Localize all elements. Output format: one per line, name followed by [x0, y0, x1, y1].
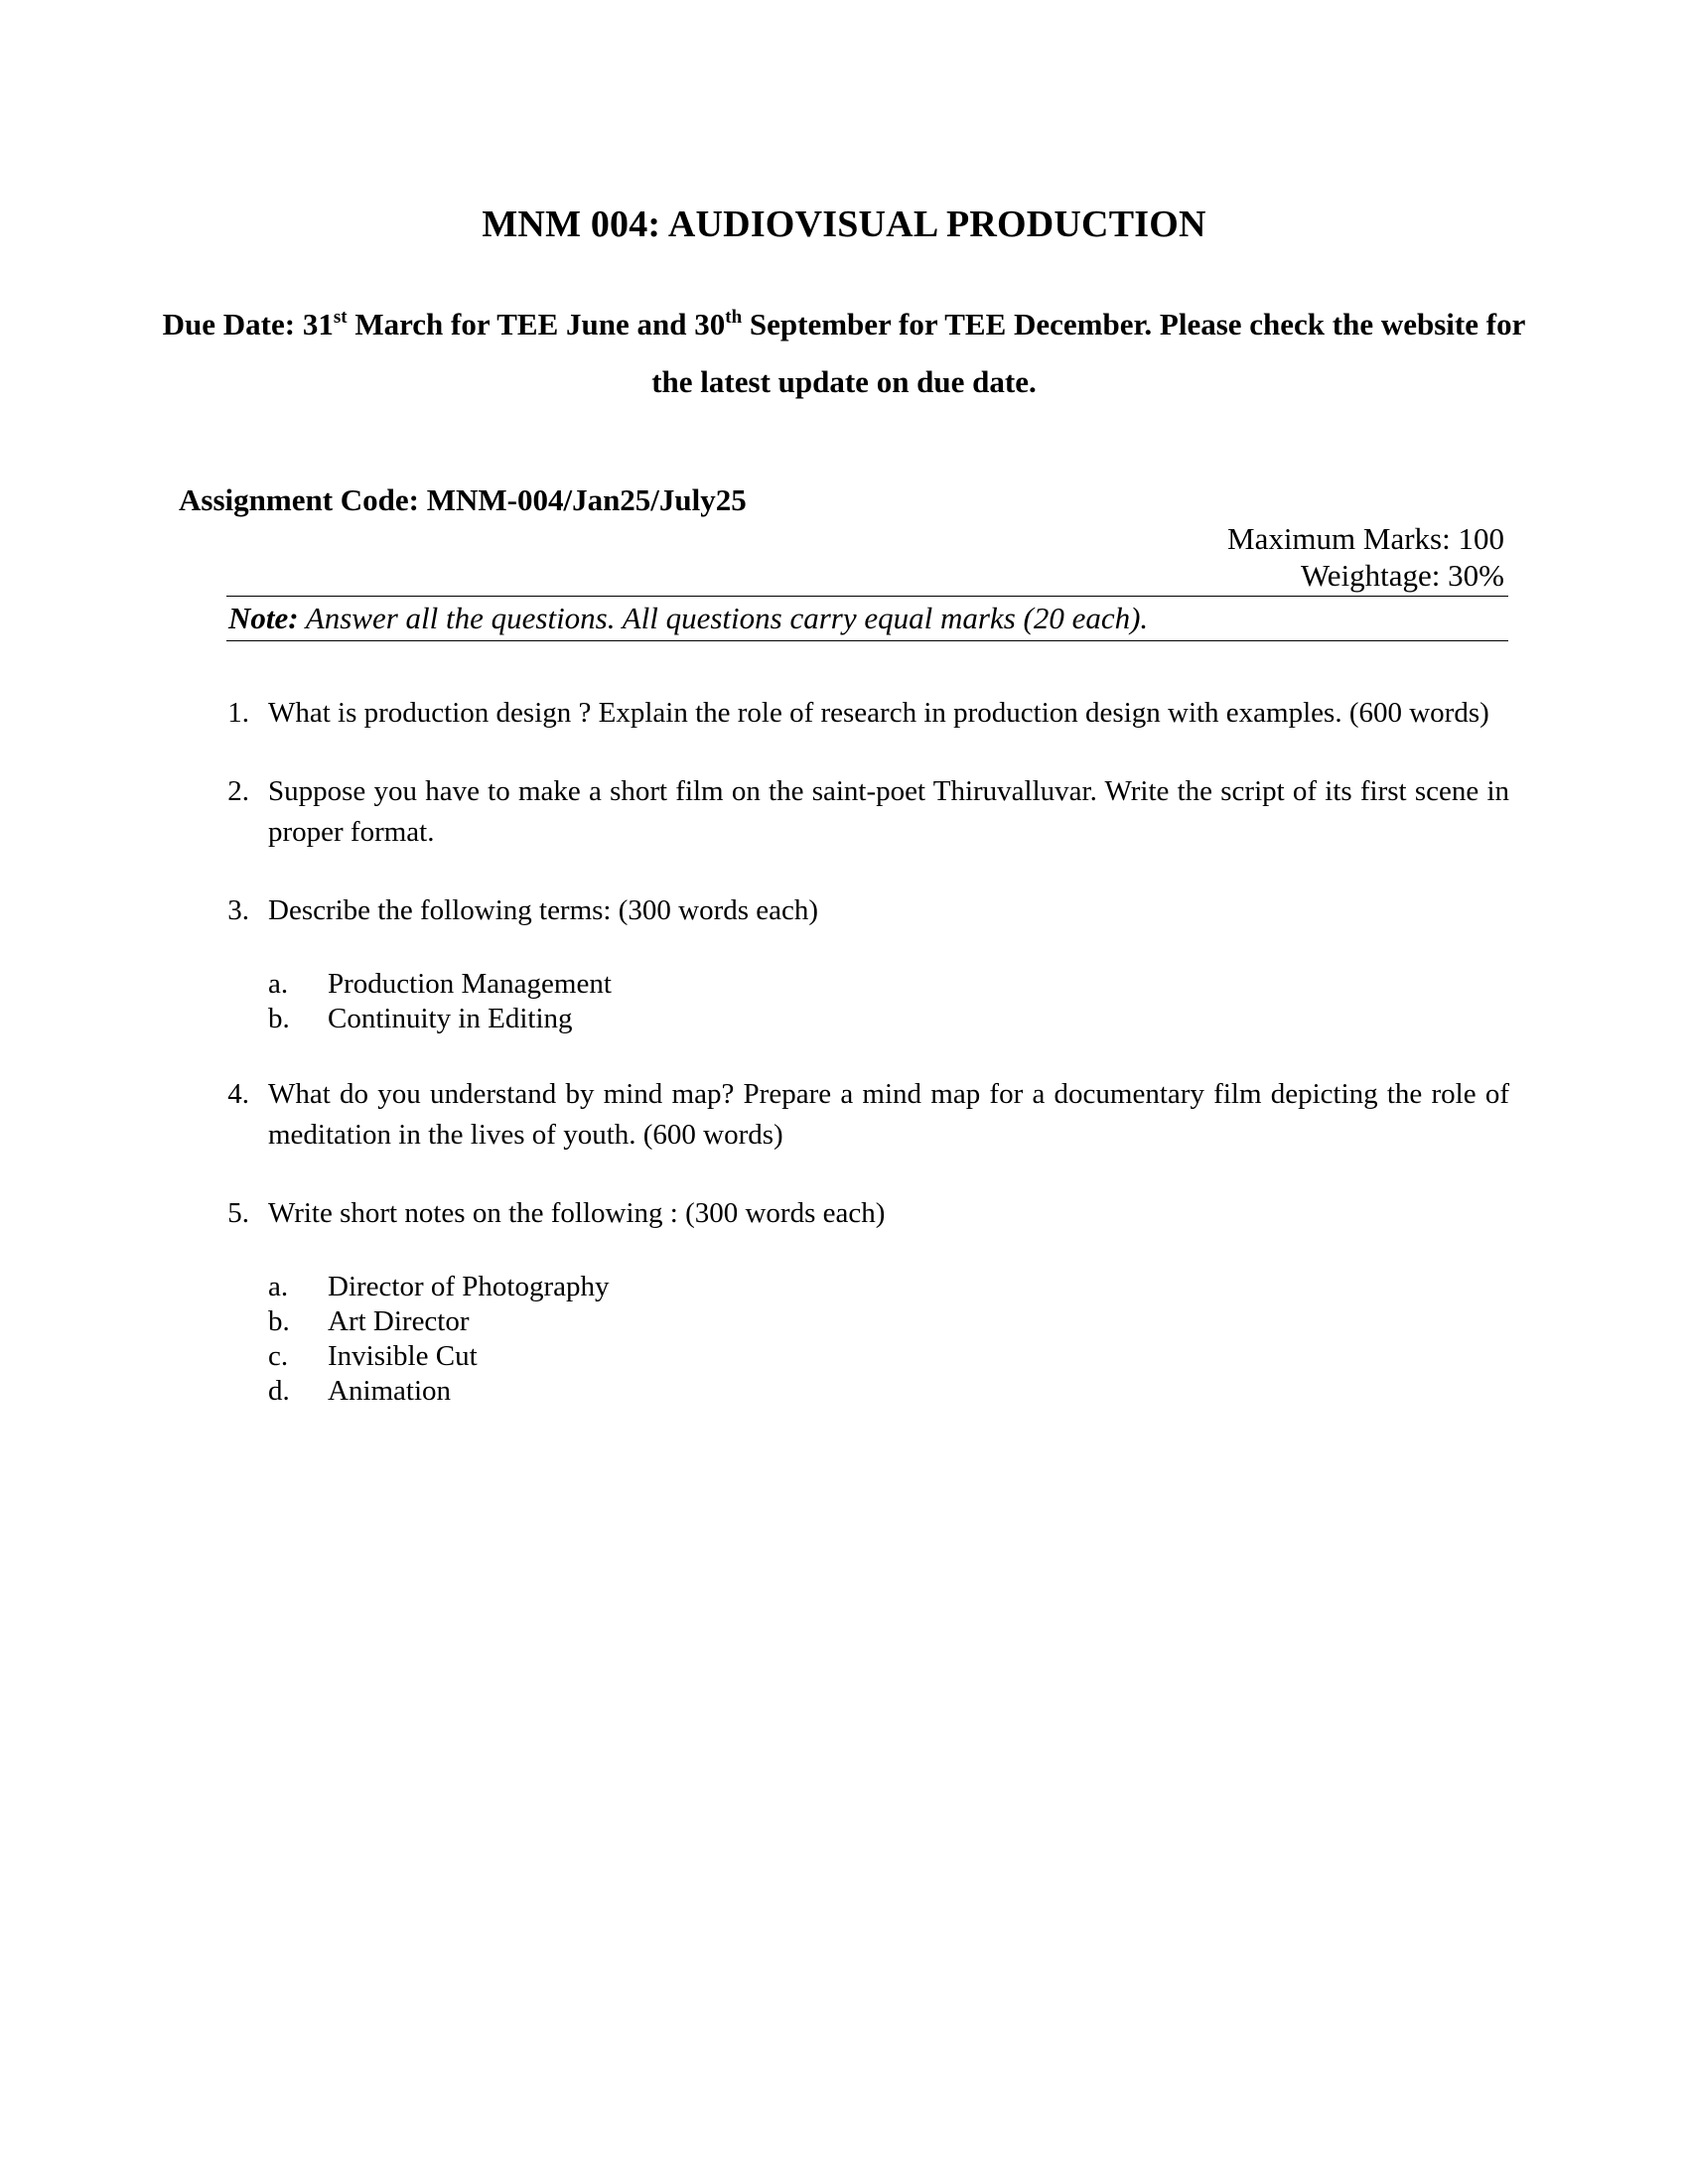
due-date-sup-th: th: [725, 307, 743, 328]
item-letter: a.: [268, 968, 289, 1000]
assignment-code: Assignment Code: MNM-004/Jan25/July25: [179, 482, 747, 517]
question-2: [199, 771, 1509, 853]
document-title: MNM 004: AUDIOVISUAL PRODUCTION: [482, 204, 1206, 245]
question-number: 3.: [227, 894, 249, 926]
question-text: Describe the following terms: (300 words each): [268, 894, 819, 926]
question-number: 5.: [227, 1197, 249, 1229]
question-5: [199, 1193, 1509, 1409]
weightage: Weightage: 30%: [1301, 558, 1504, 593]
question-4: [199, 1074, 1509, 1156]
item-text: Production Management: [328, 968, 612, 1000]
list-item: [268, 1270, 1509, 1304]
item-letter: b.: [268, 1003, 290, 1034]
item-letter: b.: [268, 1305, 290, 1337]
item-text: Invisible Cut: [328, 1340, 478, 1372]
question-text: Suppose you have to make a short film on the saint-poet Thiruvalluvar. Write the script of its first scene in proper format.: [268, 775, 1509, 848]
due-date-notice: [159, 296, 1529, 411]
note-box: [226, 596, 1508, 641]
list-item: [268, 1002, 1509, 1036]
question-text: Write short notes on the following : (300 words each): [268, 1197, 886, 1229]
due-date-suffix: September for TEE December. Please check the website for the latest update on due date.: [651, 307, 1526, 399]
marks-block: [1227, 520, 1504, 594]
list-item: [268, 967, 1509, 1002]
item-text: Animation: [328, 1375, 452, 1407]
item-text: Art Director: [328, 1305, 470, 1337]
maximum-marks: Maximum Marks: 100: [1227, 521, 1504, 556]
question-1: [199, 693, 1509, 734]
question-body: [268, 890, 1509, 1036]
due-date-prefix: Due Date: 31: [162, 307, 334, 341]
sub-item-list: [268, 967, 1509, 1036]
due-date-sup-st: st: [333, 307, 348, 328]
item-text: Continuity in Editing: [328, 1003, 573, 1034]
question-text: What do you understand by mind map? Prepare a mind map for a documentary film depicting the role of meditation in the lives of youth. (600 words): [268, 1078, 1509, 1151]
list-item: [268, 1374, 1509, 1409]
question-number: 4.: [227, 1078, 249, 1110]
question-text: What is production design ? Explain the role of research in production design with examples. (600 words): [268, 697, 1489, 729]
item-letter: d.: [268, 1375, 290, 1407]
note-label: Note:: [228, 601, 299, 635]
question-number: 1.: [227, 697, 249, 729]
item-text: Director of Photography: [328, 1271, 610, 1302]
due-date-middle: March for TEE June and 30: [347, 307, 726, 341]
list-item: [268, 1304, 1509, 1339]
sub-item-list: [268, 1270, 1509, 1409]
note-text: Answer all the questions. All questions carry equal marks (20 each).: [298, 601, 1149, 635]
question-body: [268, 1193, 1509, 1409]
item-letter: c.: [268, 1340, 289, 1372]
item-letter: a.: [268, 1271, 289, 1302]
question-number: 2.: [227, 775, 249, 807]
question-3: [199, 890, 1509, 1036]
question-list: [199, 693, 1509, 1446]
list-item: [268, 1339, 1509, 1374]
